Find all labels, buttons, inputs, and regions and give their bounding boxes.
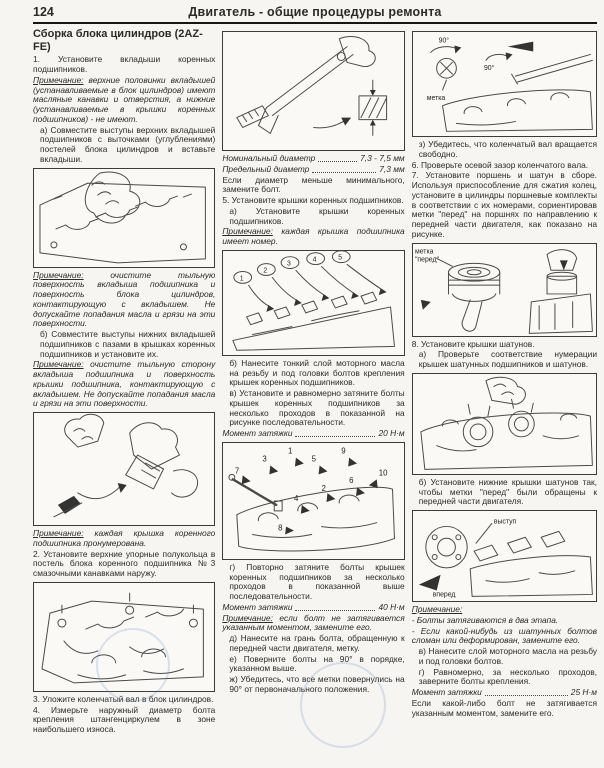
page-header bbox=[33, 5, 597, 24]
step-6-text: 6. Проверьте осевой зазор коленчатого вала. bbox=[411, 159, 589, 170]
substep-a-text: а) Совместите выступы верхних вкладышей подшипников с выточками (углублениями) постелей блока цилиндров и вставьте вкладыши. bbox=[40, 124, 216, 164]
column-right bbox=[412, 28, 597, 736]
figure-numbered-caps bbox=[222, 250, 404, 356]
leader-dots bbox=[295, 610, 375, 611]
front-mark-detail-illustration bbox=[413, 511, 596, 601]
cap-number-2: 2 bbox=[263, 267, 268, 275]
step-1-text: 1. Установите вкладыши коренных подшипников. bbox=[33, 54, 216, 75]
seq-2: 2 bbox=[321, 483, 327, 493]
note-label: Примечание: bbox=[222, 226, 273, 237]
seq-4: 4 bbox=[294, 493, 299, 503]
section-heading: Сборка блока цилиндров (2AZ-FE) bbox=[33, 28, 203, 53]
substep-a-text: а) Проверьте соответствие нумерации крышек шатунных подшипников и шатунов. bbox=[418, 349, 598, 369]
step-2-text: 2. Установите верхние упорные полукольца в постель блока коренного подшипника №3 смазочными канавками наружу. bbox=[33, 548, 216, 579]
figure-crankshaft-in-block bbox=[33, 582, 215, 692]
torque-label: Момент затяжки bbox=[222, 428, 293, 438]
seq-3: 3 bbox=[262, 454, 268, 464]
figure-label-vpered: вперед bbox=[432, 591, 456, 599]
note-label: Примечание: bbox=[33, 269, 84, 280]
bolt-rotation-check-illustration bbox=[413, 32, 596, 136]
figure-label-vystup: выступ bbox=[493, 518, 516, 526]
seq-7: 7 bbox=[235, 466, 240, 476]
seq-6: 6 bbox=[349, 476, 354, 486]
substep-v-text: в) Установите и равномерно затяните болты крышек коренных подшипников за несколько проходов в показанной на рисунке последовательности. bbox=[229, 388, 405, 428]
note-body: каждая крышка подшипника имеет номер. bbox=[222, 226, 405, 246]
note-body: верхние половинки вкладышей (устанавливаемые в блок цилиндров) имеют масляные канавки и отверстия, а нижние (устанавливаемые в крышки коренных подшипников) - не имеют. bbox=[33, 74, 216, 124]
figure-bearing-cap-hands bbox=[33, 412, 215, 526]
torque-label: Момент затяжки bbox=[222, 601, 293, 612]
note-label: Примечание: bbox=[33, 74, 84, 85]
note-body: каждая крышка коренного подшипника пронумерована. bbox=[33, 528, 216, 548]
page-title: Двигатель - общие процедуры ремонта bbox=[188, 5, 442, 19]
note-item: - Если какой-нибудь из шатунных болтов сломан или деформирован, замените его. bbox=[411, 625, 598, 646]
figure-label-metka: метка bbox=[426, 94, 445, 102]
figure-label-metka-pered-2: "перед" bbox=[414, 255, 439, 263]
tightening-sequence-illustration bbox=[223, 443, 403, 559]
note-body: если болт не затягивается указанным моментом, замените его. bbox=[222, 612, 405, 633]
note-text bbox=[33, 360, 215, 409]
substep-v-text: в) Нанесите слой моторного масла на резьбу и под головки болтов. bbox=[418, 646, 598, 666]
paragraph-text: Если какой-либо болт не затягивается указанным моментом, замените его. bbox=[411, 697, 598, 718]
column-left bbox=[33, 28, 215, 736]
caliper-measure-illustration bbox=[223, 32, 403, 150]
leader-dots bbox=[295, 436, 375, 437]
leader-dots bbox=[312, 172, 376, 173]
note-label: Примечание: bbox=[33, 528, 84, 539]
numbered-caps-illustration bbox=[223, 251, 403, 355]
bearing-shell-install-illustration bbox=[34, 169, 214, 267]
note-label: Примечание: bbox=[411, 604, 463, 614]
figure-caliper-measure bbox=[222, 31, 404, 151]
figure-label-90deg-2: 90° bbox=[483, 65, 495, 73]
figure-bolt-rotation-check bbox=[412, 31, 597, 137]
figure-label-90deg: 90° bbox=[438, 37, 449, 45]
note-label: Примечание: bbox=[222, 612, 273, 623]
step-5-text: 5. Установите крышки коренных подшипников. bbox=[222, 195, 404, 205]
paragraph-text: Если диаметр меньше минимального, замените болт. bbox=[222, 174, 405, 195]
note-text bbox=[33, 529, 215, 549]
spec-nominal-diameter bbox=[222, 154, 404, 164]
column-middle bbox=[222, 28, 404, 736]
substep-b-text: б) Совместите выступы нижних вкладышей подшипников с пазами в крышках коренных подшипников и установите их. bbox=[40, 329, 216, 359]
note-text bbox=[33, 271, 215, 330]
note-text bbox=[222, 614, 404, 634]
cap-number-4: 4 bbox=[313, 256, 317, 264]
note-label: Примечание: bbox=[33, 359, 84, 370]
substep-g-text: г) Повторно затяните болты крышек коренных подшипников за несколько проходов в показанной выше последовательности. bbox=[229, 561, 405, 601]
substep-zh-text: ж) Убедитесь, что все метки повернулись на 90° от первоначального положения. bbox=[229, 674, 405, 694]
figure-rod-caps-install bbox=[412, 373, 597, 475]
spec-limit-diameter bbox=[222, 165, 404, 175]
substep-b-text: б) Установите нижние крышки шатунов так, чтобы метки "перед" были обращены к передней части двигателя. bbox=[418, 476, 598, 507]
torque-spec-25 bbox=[412, 688, 597, 698]
figure-bearing-shell-install bbox=[33, 168, 215, 268]
spec-label: Предельный диаметр bbox=[222, 163, 310, 174]
leader-dots bbox=[318, 161, 357, 162]
substep-e-text: е) Поверните болты на 90° в порядке, указанном выше. bbox=[229, 653, 405, 674]
substep-b-text: б) Нанесите тонкий слой моторного масла на резьбу и под головки болтов крепления крышек коренных подшипников. bbox=[229, 357, 405, 388]
cap-number-5: 5 bbox=[338, 254, 343, 262]
torque-spec-40 bbox=[222, 603, 404, 613]
cap-number-3: 3 bbox=[287, 260, 292, 268]
step-8-text: 8. Установите крышки шатунов. bbox=[411, 338, 535, 349]
note-text bbox=[222, 227, 404, 247]
figure-piston-install bbox=[412, 243, 597, 337]
torque-value: 40 Н·м bbox=[378, 601, 405, 612]
substep-g-text: г) Равномерно, за несколько проходов, заверните болты крепления. bbox=[418, 666, 598, 687]
cap-number-1: 1 bbox=[240, 275, 244, 283]
seq-9: 9 bbox=[341, 446, 346, 456]
substep-z-text: з) Убедитесь, что коленчатый вал вращается свободно. bbox=[418, 139, 598, 159]
seq-10: 10 bbox=[379, 468, 388, 478]
substep-a-text: а) Установите крышки коренных подшипников. bbox=[229, 205, 405, 226]
torque-value: 20 Н·м bbox=[378, 428, 405, 438]
piston-install-illustration bbox=[413, 244, 596, 336]
spec-label: Номинальный диаметр bbox=[222, 153, 316, 163]
note-item: - Болты затягиваются в два этапа. bbox=[411, 614, 559, 625]
page-number: 124 bbox=[33, 5, 54, 19]
figure-label-metka-pered-1: метка bbox=[414, 248, 434, 256]
bearing-cap-hands-illustration bbox=[34, 413, 214, 525]
figure-tightening-sequence bbox=[222, 442, 404, 560]
figure-front-mark-detail bbox=[412, 510, 597, 602]
spec-value: 7,3 - 7,5 мм bbox=[360, 153, 405, 163]
crankshaft-in-block-illustration bbox=[34, 583, 214, 691]
step-7-text: 7. Установите поршень и шатун в сборе. Используя приспособление для сжатия колец, установите в цилиндры поршневые комплекты в соответствии с их номерами, сориентировав метки "перед" на поршнях по направлению к передней части двигателя, как показано на рисунке. bbox=[411, 170, 598, 239]
torque-spec-20 bbox=[222, 429, 404, 439]
rod-caps-install-illustration bbox=[413, 374, 596, 474]
note-heading bbox=[412, 605, 597, 615]
content-columns bbox=[33, 28, 597, 736]
step-4-text: 4. Измерьте наружный диаметр болта крепления штангенциркулем в зоне наибольшего износа. bbox=[33, 704, 216, 735]
note-text bbox=[33, 76, 215, 125]
note-body: очистите тыльную поверхность вкладыша подшипника и поверхность блока цилиндров, контактирующую с вкладышем. Не допускайте попадания масла и грязи на эти поверхности. bbox=[33, 269, 216, 329]
substep-d-text: д) Нанесите на грань болта, обращенную к передней части двигателя, метку. bbox=[229, 633, 405, 653]
torque-label: Момент затяжки bbox=[411, 687, 482, 697]
spec-value: 7,3 мм bbox=[379, 163, 405, 174]
note-body: очистите тыльную сторону вкладыша подшипника и поверхность крышки подшипника, контактирующую с вкладышем. Не допускайте попадания масла и грязи на эти поверхности. bbox=[33, 359, 216, 409]
torque-value: 25 Н·м bbox=[570, 687, 598, 697]
leader-dots bbox=[485, 695, 568, 696]
seq-8: 8 bbox=[278, 523, 283, 533]
seq-1: 1 bbox=[288, 446, 293, 456]
step-3-text: 3. Уложите коленчатый вал в блок цилиндров. bbox=[33, 693, 214, 704]
seq-5: 5 bbox=[312, 454, 317, 464]
